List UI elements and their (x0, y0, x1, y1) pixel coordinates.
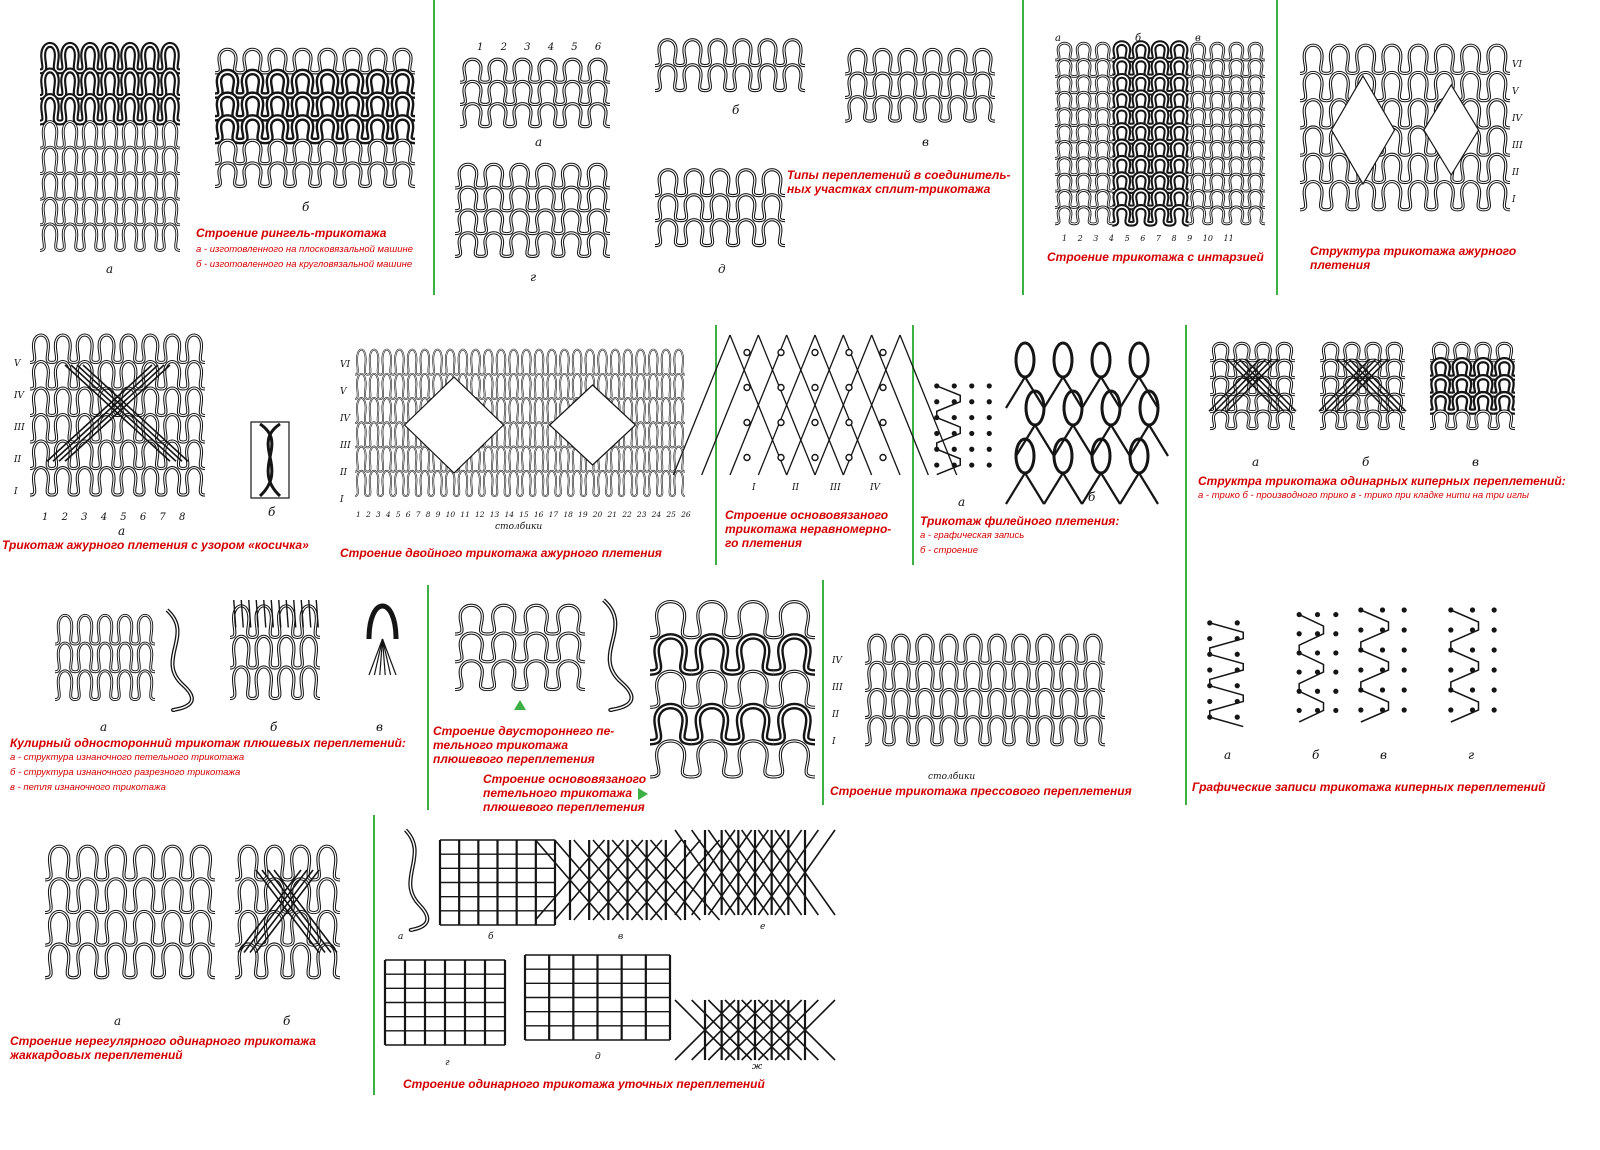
col-6: 6 (1140, 234, 1146, 243)
weft-figure-zh (705, 1000, 805, 1060)
kiper-record-figure-c (1350, 600, 1415, 720)
label-a: а (118, 524, 126, 538)
sub-plush-b: б - структура изнаночного разрезного трикотажа (10, 767, 241, 778)
label-a: а (958, 495, 966, 509)
filet-structure-figure-b (1010, 335, 1170, 490)
caption-jacquard: Строение нерегулярного одинарного трикотажа жаккардовых переплетений (10, 1034, 316, 1062)
label-v: в (376, 720, 383, 734)
caption-warp-plush: Строение основовязаного петельного трикотажа плюшевого переплетения (483, 772, 647, 814)
col-8: 8 (1171, 234, 1177, 243)
label-a: а (398, 932, 404, 942)
col-4: 4 (100, 512, 108, 523)
intarsia-columns (1062, 234, 1234, 243)
caption-ringel: Строение рингель-трикотажа (196, 226, 387, 240)
col-11: 11 (460, 510, 470, 519)
sub-kiper-structure: а - трико б - производного трико в - трико при кладке нити на три иглы (1198, 490, 1529, 501)
label-zh: ж (752, 1062, 763, 1072)
plush-loop-figure-c (360, 595, 405, 675)
col-7: 7 (415, 510, 421, 519)
row-I: I (14, 487, 18, 497)
caption-openwork: Структура трикотажа ажурного плетения (1310, 244, 1517, 272)
label-g: г (530, 270, 537, 284)
col-11: 11 (1223, 234, 1234, 243)
col-22: 22 (622, 510, 632, 519)
row-III: III (1512, 141, 1523, 151)
row-IV: IV (870, 483, 881, 493)
label-b: б (270, 720, 278, 734)
plush-figure-b (230, 600, 320, 710)
press-knit-figure (865, 630, 1105, 755)
label-g: г (1468, 748, 1475, 762)
braid-columns (42, 512, 185, 523)
warp-uneven-figure (730, 335, 900, 475)
caption-double-openwork: Строение двойного трикотажа ажурного плетения (340, 546, 662, 560)
top-b: б (1135, 33, 1142, 44)
split-knit-figure-d (455, 160, 610, 265)
row-IV: IV (832, 656, 843, 666)
braid-knit-figure-a (30, 330, 205, 505)
weft-figure-a (395, 830, 430, 930)
col-13: 13 (489, 510, 500, 519)
sub-filet-a: а - графическая запись (920, 530, 1025, 541)
double-plush-yarn-detail (590, 600, 635, 710)
split-knit-figure-a (460, 55, 610, 135)
label-v: в (922, 135, 929, 149)
label-d: д (595, 1052, 601, 1062)
sub-filet-b: б - строение (920, 545, 978, 556)
row-VI: VI (340, 360, 351, 370)
col-2: 2 (365, 510, 371, 519)
col-10: 10 (445, 510, 456, 519)
label-v: в (1472, 455, 1479, 469)
row-III: III (14, 423, 25, 433)
label-a: а (1252, 455, 1260, 469)
col-3: 3 (1093, 234, 1099, 243)
col-18: 18 (563, 510, 573, 519)
kiper-record-figure-d (1440, 600, 1505, 720)
col-4: 4 (547, 42, 555, 53)
label-a: а (535, 135, 543, 149)
label-g: г (445, 1058, 450, 1068)
press-rows (832, 648, 843, 756)
double-openwork-columns (356, 510, 691, 519)
row-III: III (340, 441, 351, 451)
row-IV: IV (340, 414, 351, 424)
plush-yarn-detail (155, 610, 195, 710)
sub-ringel-b: б - изготовленного на кругловязальной машине (196, 259, 413, 270)
weft-figure-e (705, 830, 805, 915)
caption-weft: Строение одинарного трикотажа уточных переплетений (403, 1077, 765, 1091)
row-IV: IV (14, 391, 25, 401)
weft-figure-b (440, 840, 555, 925)
divider-3 (1276, 0, 1278, 295)
kiper-structure-figure-b (1320, 340, 1405, 435)
col-1: 1 (1062, 234, 1068, 243)
col-6: 6 (594, 42, 602, 53)
divider-4 (715, 325, 717, 565)
kiper-record-figure-b (1290, 605, 1345, 720)
col-21: 21 (607, 510, 618, 519)
caption-split: Типы переплетений в соединитель- ных участках сплит-трикотажа (787, 168, 1011, 196)
label-e: е (760, 922, 766, 932)
row-I: I (752, 483, 756, 493)
caption-double-plush: Строение двустороннего пе- тельного трикотажа плюшевого переплетения (433, 724, 615, 766)
row-I: I (1512, 195, 1516, 205)
caption-kiper-records: Графические записи трикотажа киперных переплетений (1192, 780, 1546, 794)
caption-press: Строение трикотажа прессового переплетения (830, 784, 1132, 798)
caption-braid: Трикотаж ажурного плетения с узором «косичка» (2, 538, 309, 552)
col-8: 8 (178, 512, 186, 523)
col-7: 7 (1155, 234, 1161, 243)
col-5: 5 (120, 512, 127, 523)
ringel-knit-figure-b (215, 45, 415, 195)
label-b: б (732, 103, 740, 117)
row-VI: VI (1512, 60, 1523, 70)
col-12: 12 (475, 510, 485, 519)
split-knit-figure-b (655, 35, 805, 100)
col-9: 9 (435, 510, 441, 519)
label-b: б (1088, 490, 1096, 504)
ringel-knit-figure-a (40, 40, 180, 260)
label-b: б (1312, 748, 1320, 762)
row-II: II (1512, 168, 1520, 178)
label-b: б (283, 1014, 291, 1028)
kiper-record-figure-a (1196, 615, 1251, 725)
weft-figure-v (570, 840, 685, 920)
row-II: II (340, 468, 348, 478)
axis-note-columns: столбики (495, 522, 543, 532)
row-III: III (832, 683, 843, 693)
label-b: б (488, 932, 494, 942)
col-19: 19 (578, 510, 588, 519)
col-15: 15 (519, 510, 529, 519)
label-b: б (302, 200, 310, 214)
col-6: 6 (405, 510, 411, 519)
row-I: I (832, 737, 836, 747)
label-a: а (106, 262, 114, 276)
divider-2 (1022, 0, 1024, 295)
intarsia-knit-figure (1055, 40, 1265, 230)
plush-figure-a (55, 610, 155, 710)
row-II: II (792, 483, 800, 493)
col-3: 3 (524, 42, 531, 53)
label-a: а (1224, 748, 1232, 762)
col-24: 24 (651, 510, 662, 519)
col-7: 7 (159, 512, 166, 523)
top-a: а (1055, 33, 1061, 44)
braid-detail-figure-b (245, 420, 295, 500)
divider-9 (373, 815, 375, 1095)
caption-filet: Трикотаж филейного плетения: (920, 514, 1120, 528)
col-26: 26 (681, 510, 691, 519)
sub-ringel-a: а - изготовленного на плосковязальной машине (196, 244, 414, 255)
double-plush-figure (455, 600, 585, 700)
divider-8 (822, 580, 824, 805)
row-II: II (14, 455, 22, 465)
divider-5 (912, 325, 914, 565)
split-knit-figure-c (845, 45, 995, 130)
label-v: в (1380, 748, 1387, 762)
col-20: 20 (592, 510, 603, 519)
divider-6 (1185, 325, 1187, 805)
row-I: I (340, 495, 344, 505)
sub-plush-c: в - петля изнаночного трикотажа (10, 782, 166, 793)
caption-warp-uneven: Строение основовязаного трикотажа неравномерно- го плетения (725, 508, 892, 550)
kiper-structure-figure-c (1430, 340, 1515, 435)
arrow-up-icon (514, 700, 526, 710)
caption-intarsia: Строение трикотажа с интарзией (1047, 250, 1264, 264)
col-23: 23 (636, 510, 647, 519)
label-a: а (114, 1014, 122, 1028)
col-2: 2 (500, 42, 507, 53)
col-5: 5 (395, 510, 401, 519)
col-25: 25 (666, 510, 676, 519)
split-columns (477, 42, 601, 53)
col-3: 3 (375, 510, 381, 519)
col-4: 4 (1108, 234, 1115, 243)
divider-1 (433, 0, 435, 295)
col-16: 16 (533, 510, 544, 519)
row-V: V (340, 387, 347, 397)
openwork-structure-figure (1300, 40, 1510, 220)
col-5: 5 (571, 42, 578, 53)
jacquard-figure-b (235, 840, 340, 990)
col-1: 1 (356, 510, 361, 519)
col-2: 2 (1077, 234, 1083, 243)
label-a: а (100, 720, 108, 734)
caption-plush-weft: Кулирный односторонний трикотаж плюшевых переплетений: (10, 736, 406, 750)
double-openwork-figure (355, 345, 685, 505)
label-b: б (268, 505, 276, 519)
kiper-structure-figure-a (1210, 340, 1295, 435)
row-V: V (1512, 87, 1519, 97)
split-knit-figure-e (655, 165, 785, 255)
braid-rows (14, 348, 25, 508)
weft-figure-d (525, 955, 670, 1040)
jacquard-figure-a (45, 840, 215, 990)
col-10: 10 (1202, 234, 1213, 243)
row-II: II (832, 710, 840, 720)
weft-figure-g (385, 960, 505, 1045)
sub-plush-a: а - структура изнаночного петельного трикотажа (10, 752, 245, 763)
col-1: 1 (42, 512, 49, 523)
top-v: в (1195, 33, 1201, 44)
label-v: в (618, 932, 624, 942)
col-9: 9 (1187, 234, 1193, 243)
label-b: б (1362, 455, 1370, 469)
warp-plush-figure (650, 595, 815, 790)
col-5: 5 (1124, 234, 1130, 243)
col-1: 1 (477, 42, 484, 53)
caption-kiper-structure: Структра трикотажа одинарных киперных переплетений: (1198, 474, 1566, 488)
col-6: 6 (139, 512, 147, 523)
col-17: 17 (548, 510, 559, 519)
filet-graphic-figure-a (928, 378, 998, 473)
double-openwork-rows (340, 352, 351, 514)
col-14: 14 (504, 510, 514, 519)
row-V: V (14, 359, 21, 369)
axis-note-columns: столбики (928, 772, 976, 782)
col-4: 4 (385, 510, 391, 519)
row-III: III (830, 483, 841, 493)
col-8: 8 (425, 510, 431, 519)
label-d: д (718, 262, 726, 276)
openwork-rows (1512, 52, 1523, 214)
col-3: 3 (81, 512, 88, 523)
col-2: 2 (61, 512, 68, 523)
divider-7 (427, 585, 429, 810)
row-IV: IV (1512, 114, 1523, 124)
